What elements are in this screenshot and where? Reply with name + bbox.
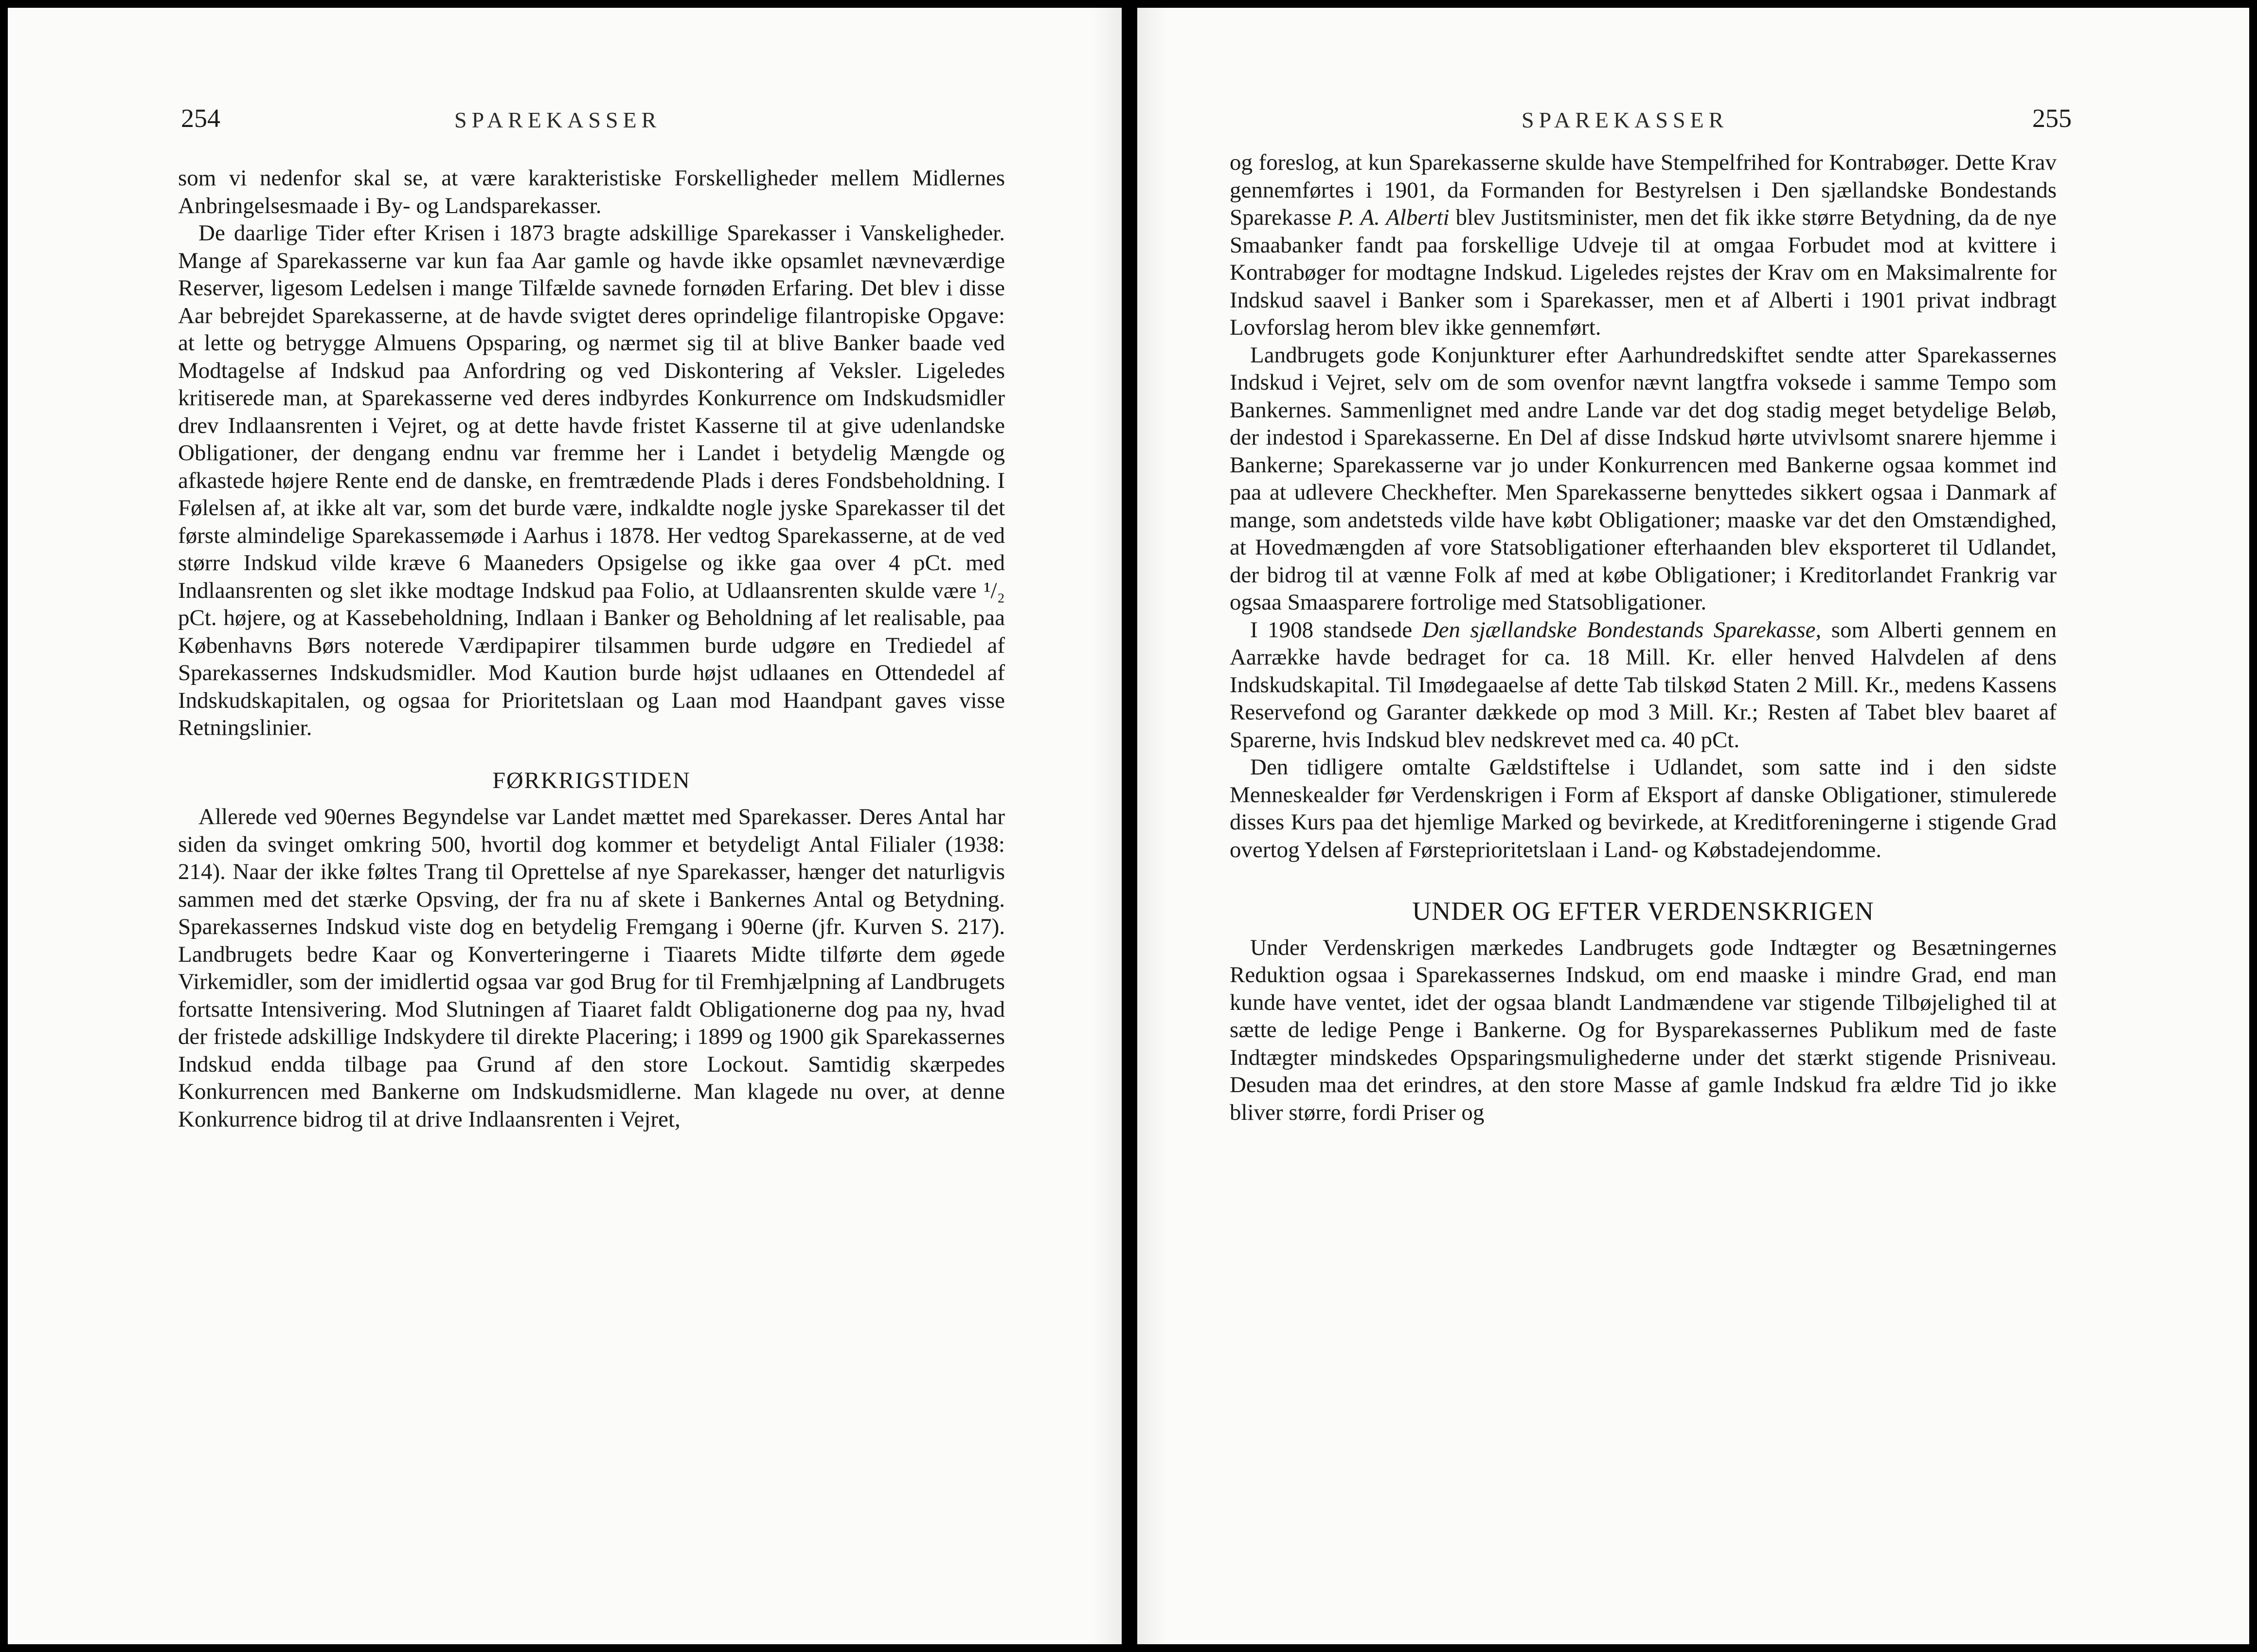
paragraph [1230, 149, 2057, 341]
text-run: som Alberti gennem en Aarrække havde bedraget for ca. 18 Mill. Kr. eller henved Halvdelen af dens Indskudskapital. Til Imødegaaelse af dette Tab tilskød Staten 2 Mill. Kr., medens Kassens Reservefond og Garanter dækkede op mod 3 Mill. Kr.; Resten af Tabet blev baaret af Sparerne, hvis Indskud blev nedskrevet med ca. 40 pCt. [1230, 617, 2057, 753]
page-number: 254 [181, 104, 220, 133]
gutter-shadow [1093, 8, 1122, 1644]
paragraph: som vi nedenfor skal se, at være karakteristiske Forskelligheder mellem Midlernes Anbringelsesmaade i By- og Landsparekasser. [178, 165, 1005, 218]
left-page [8, 8, 1122, 1644]
paragraph [1230, 616, 2057, 754]
paragraph: Allerede ved 90ernes Begyndelse var Landet mættet med Sparekasser. Deres Antal har siden da svinget omkring 500, hvortil dog kommer et betydeligt Antal Filialer (1938: 214). Naar der ikke føltes Trang til Oprettelse af nye Sparekasser, hænger det naturligvis sammen med det stærke Opsving, der fra nu af skete i Bankernes Antal og Betydning. Sparekassernes Indskud viste dog en betydelig Fremgang i 90erne (jfr. Kurven S. 217). Landbrugets bedre Kaar og Konverteringerne i Tiaarets Midte tilførte dem øgede Virkemidler, som der imidlertid ogsaa var god Brug for til Fremhjælpning af Landbrugets fortsatte Intensivering. Mod Slutningen af Tiaaret faldt Obligationerne dog paa ny, hvad der fristede adskillige Indskydere til direkte Placering; i 1899 og 1900 gik Sparekassernes Indskud endda tilbage paa Grund af den store Lockout. Samtidig skærpedes Konkurrencen med Bankerne om Indskudsmidlerne. Man klagede nu over, at denne Konkurrence bidrog til at drive Indlaansrenten i Vejret, [178, 804, 1005, 1132]
paragraph: De daarlige Tider efter Krisen i 1873 bragte adskillige Sparekasser i Vanskeligheder. Mange af Sparekasserne var kun faa Aar gamle og havde ikke opsamlet nævneværdige Reserver, ligesom Ledelsen i mange Tilfælde savnede fornøden Erfaring. Det blev i disse Aar bebrejdet Sparekasserne, at de havde svigtet deres oprindelige filantropiske Opgave: at lette og betrygge Almuens Opsparing, og nærmet sig til at blive Banker baade ved Modtagelse af Indskud paa Anfordring og ved Diskontering af Veksler. Ligeledes kritiserede man, at Sparekasserne ved deres indbyrdes Konkurrence om Indskudsmidler drev Indlaansrenten i Vejret, og at dette havde fristet Kasserne til at give udenlandske Obligationer, der dengang endnu var fremme her i Landet i betydelig Mængde og afkastede højere Rente end de danske, en fremtrædende Plads i deres Fondsbeholdning. I Følelsen af, at ikke alt var, som det burde være, indkaldte nogle jyske Sparekasser til det første almindelige Sparekassemøde i Aarhus i 1878. Her vedtog Sparekasserne, at de ved større Indskud vilde kræve 6 Maaneders Opsigelse og ikke gaa over 4 pCt. med Indlaansrenten og slet ikke modtage Indskud paa Folio, at Udlaansrenten skulde være ¹/₂ pCt. højere, og at Kassebeholdning, Indlaan i Banker og Beholdning af let realisable, paa Københavns Børs noterede Værdipapirer tilsammen burde udgøre en Trediedel af Sparekassernes Indskudsmidler. Mod Kaution burde højst udlaanes en Ottendedel af Indskudskapitalen, og ogsaa for Prioritetslaan og Laan mod Haandpant gaves visse Retningslinier. [178, 220, 1005, 740]
running-head: SPAREKASSER [454, 108, 662, 132]
paragraph: Landbrugets gode Konjunkturer efter Aarhundredskiftet sendte atter Sparekassernes Indskud i Vejret, selv om de som ovenfor nævnt langtfra voksede i samme Tempo som Bankernes. Sammenlignet med andre Lande var det dog stadig meget betydelige Beløb, der indestod i Sparekasserne. En Del af disse Indskud hørte utvivlsomt snarere hjemme i Bankerne; Sparekasserne var jo under Konkurrencen med Bankerne ogsaa kommet ind paa at udlevere Checkhefter. Men Sparekasserne benyttedes sikkert ogsaa i Danmark af mange, som andetsteds vilde have købt Obligationer; maaske var det den Omstændighed, at Hovedmængden af vore Statsobligationer efterhaanden blev eksporteret til Udlandet, der bidrog til at vænne Folk af med at købe Obligationer; i Kreditorlandet Frankrig var ogsaa Smaasparere fortrolige med Statsobligationer. [1230, 342, 2057, 615]
section-heading: FØRKRIGSTIDEN [492, 767, 691, 793]
italic-name: Den sjællandske Bondestands Sparekasse, [1422, 617, 1822, 643]
section-heading: UNDER OG EFTER VERDENSKRIGEN [1412, 897, 1874, 926]
page-number: 255 [2032, 104, 2072, 133]
gutter-shadow [1137, 8, 1166, 1644]
running-head: SPAREKASSER [1522, 108, 1729, 132]
text-run: I 1908 standsede [1250, 617, 1422, 643]
text-run: blev Justitsminister, men det fik ikke større Betydning, da de nye Smaabanker fandt paa forskellige Udveje til at omgaa Forbudet mod at kvittere i Kontrabøger for modtagne Indskud. Ligeledes rejstes der Krav om en Maksimalrente for Indskud saavel i Banker som i Sparekasser, men et af Alberti i 1901 privat indbragt Lovforslag herom blev ikke gennemført. [1230, 205, 2057, 340]
italic-name: P. A. Alberti [1337, 205, 1450, 230]
right-page [1137, 8, 2249, 1644]
text-run: og foreslog, at kun Sparekasserne skulde have Stempelfrihed for Kontrabøger. Dette Krav gennemførtes i 1901, da Formanden for Bestyrelsen i Den sjællandske Bondestands Sparekasse [1230, 150, 2057, 230]
left-page-body [178, 164, 1005, 1133]
paragraph: Under Verdenskrigen mærkedes Landbrugets gode Indtægter og Besætningernes Reduktion ogsaa i Sparekassernes Indskud, om end maaske i mindre Grad, end man kunde have ventet, idet der ogsaa blandt Landmændene var stigende Tilbøjelighed til at sætte de ledige Penge i Bankerne. Og for Bysparekassernes Publikum med de faste Indtægter mindskedes Opsparingsmulighederne under det stærkt stigende Prisniveau. Desuden maa det erindres, at den store Masse af gamle Indskud fra ældre Tid jo ikke bliver større, fordi Priser og [1230, 934, 2057, 1125]
right-page-body [1230, 149, 2057, 1126]
paragraph: Den tidligere omtalte Gældstiftelse i Udlandet, som satte ind i den sidste Menneskealder før Verdenskrigen i Form af Eksport af danske Obligationer, stimulerede disses Kurs paa det hjemlige Marked og bevirkede, at Kreditforeningerne i stigende Grad overtog Ydelsen af Førsteprioritetslaan i Land- og Købstadejendomme. [1230, 754, 2057, 862]
